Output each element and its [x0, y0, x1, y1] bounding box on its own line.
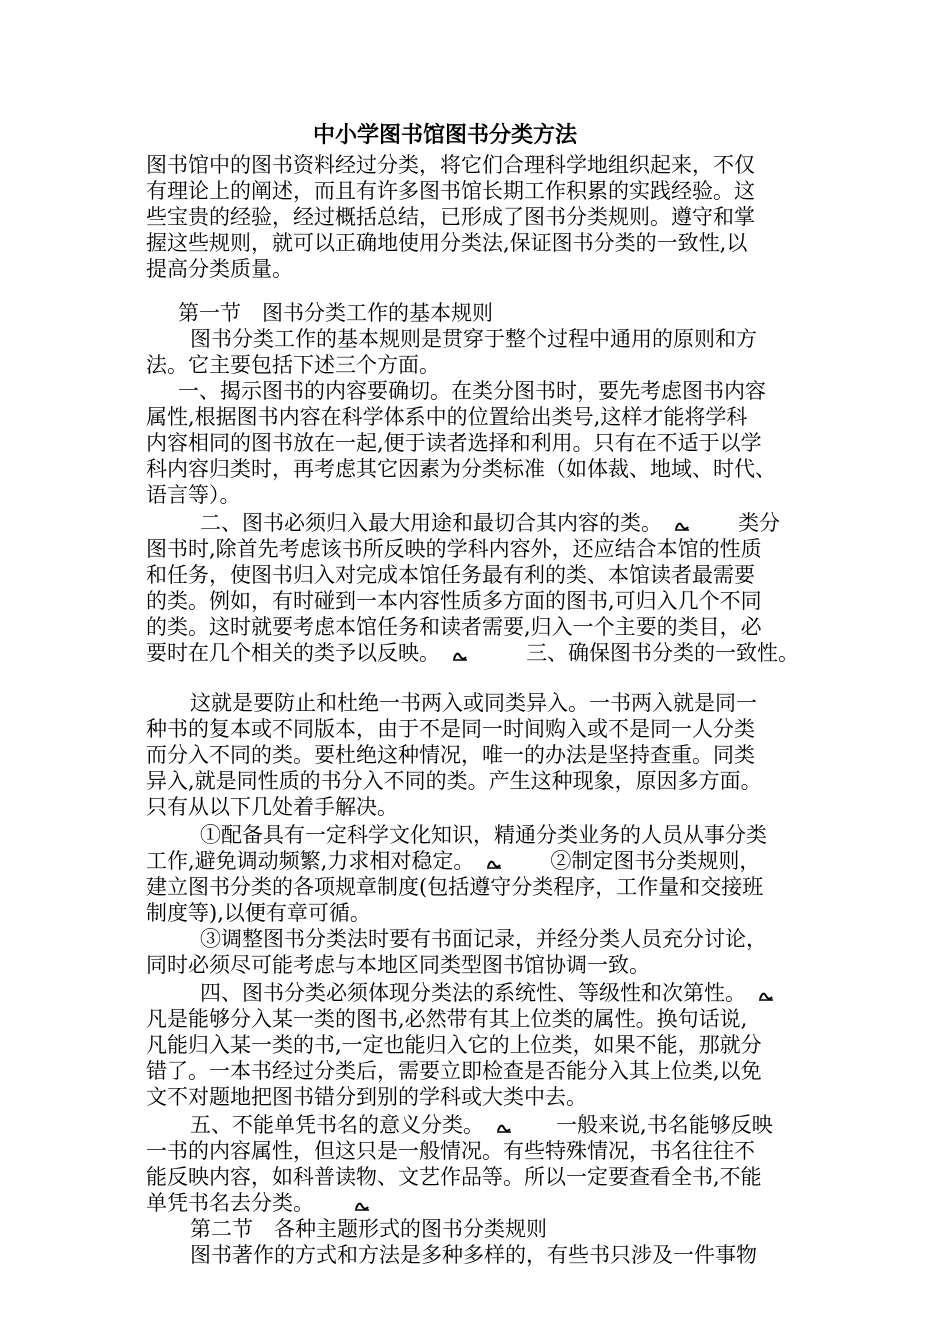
text-span: 凡是能够分入某一类的图书,必然带有其上位类的属性。换句话说, — [146, 1007, 748, 1031]
text-line — [146, 562, 755, 588]
return-mark-icon — [673, 518, 691, 532]
text-line — [146, 1164, 762, 1190]
text-span: 而分入不同的类。要杜绝这种情况，唯一的办法是坚持查重。同类 — [146, 743, 755, 767]
text-span: 异入,就是同性质的书分入不同的类。产生这种现象，原因多方面。 — [146, 769, 762, 793]
text-line — [146, 404, 747, 430]
return-mark-icon — [353, 1198, 371, 1212]
text-span: 些宝贵的经验，经过概括总结，已形成了图书分类规则。遵守和掌 — [146, 205, 755, 229]
text-span: 和任务，使图书归入对完成本馆任务最有利的类、本馆读者最需要 — [146, 563, 755, 587]
section-heading — [178, 300, 493, 326]
text-line — [146, 430, 762, 456]
text-line — [146, 230, 747, 256]
text-span: 凡能归入某一类的书,一定也能归入它的上位类，如果不能，那就分 — [146, 1033, 762, 1057]
return-mark-icon — [451, 648, 469, 662]
text-line — [146, 614, 762, 640]
text-line — [146, 1084, 587, 1110]
text-span: 握这些规则，就可以正确地使用分类法,保证图书分类的一致性,以 — [146, 231, 748, 255]
return-mark-icon — [495, 1120, 513, 1134]
text-line — [190, 326, 757, 352]
text-span: 语言等）。 — [146, 483, 241, 507]
text-line — [190, 1242, 757, 1268]
text-span: 图书馆中的图书资料经过分类，将它们合理科学地组织起来，不仅 — [146, 153, 755, 177]
text-span: 有理论上的阐述，而且有许多图书馆长期工作积累的实践经验。这 — [146, 179, 755, 203]
text-span: 四、图书分类必须体现分类法的系统性、等级性和次第性。 — [200, 981, 746, 1005]
text-line — [146, 204, 755, 230]
text-span: 的类。例如，有时碰到一本内容性质多方面的图书,可归入几个不同 — [146, 589, 762, 613]
text-span: 能反映内容，如科普读物、文艺作品等。所以一定要查看全书,不能 — [146, 1165, 762, 1189]
text-span: 三、确保图书分类的一致性。 — [526, 641, 800, 665]
text-span: ②制定图书分类规则， — [550, 849, 761, 873]
text-span: 工作,避免调动频繁,力求相对稳定。 — [146, 849, 475, 873]
text-span: 图书著作的方式和方法是多种多样的，有些书只涉及一件事物 — [190, 1243, 757, 1267]
text-line — [200, 926, 767, 952]
text-span: 要时在几个相关的类予以反映。 — [146, 641, 440, 665]
text-line — [200, 980, 779, 1006]
text-line — [146, 352, 440, 378]
text-line — [146, 536, 762, 562]
text-span: 二、图书必须归入最大用途和最切合其内容的类。 — [200, 511, 662, 535]
text-span: 建立图书分类的各项规章制度(包括遵守分类程序，工作量和交接班 — [146, 875, 764, 899]
text-line — [146, 716, 755, 742]
text-line — [146, 1032, 762, 1058]
text-span: 第一节 图书分类工作的基本规则 — [178, 301, 493, 325]
text-line — [146, 178, 755, 204]
text-span: 属性,根据图书内容在科学体系中的位置给出类号,这样才能将学科 — [146, 405, 748, 429]
text-line — [200, 822, 767, 848]
text-span: 图书分类工作的基本规则是贯穿于整个过程中通用的原则和方 — [190, 327, 757, 351]
text-line — [146, 456, 776, 482]
text-line — [146, 848, 760, 874]
text-span: 一书的内容属性，但这只是一般情况。有些特殊情况，书名往往不 — [146, 1139, 755, 1163]
return-mark-icon — [485, 856, 503, 870]
text-line — [190, 1112, 773, 1138]
text-line — [146, 588, 762, 614]
text-line — [200, 510, 780, 536]
text-span: 错了。一本书经过分类后，需要立即检查是否能分入其上位类,以免 — [146, 1059, 762, 1083]
text-span: ③调整图书分类法时要有书面记录，并经分类人员充分讨论， — [200, 927, 767, 951]
text-line — [146, 952, 650, 978]
text-span: 的类。这时就要考虑本馆任务和读者需要,归入一个主要的类目，必 — [146, 615, 762, 639]
text-span: 只有从以下几处着手解决。 — [146, 795, 398, 819]
text-span: 类分 — [738, 511, 781, 535]
text-line — [146, 482, 241, 508]
text-span: 法。它主要包括下述三个方面。 — [146, 353, 440, 377]
text-line — [190, 690, 757, 716]
text-line — [146, 874, 763, 900]
text-line — [146, 900, 371, 926]
text-span: 制度等),以便有章可循。 — [146, 901, 371, 925]
text-span: 单凭书名去分类。 — [146, 1191, 314, 1215]
text-span: 第二节 各种主题形式的图书分类规则 — [190, 1217, 547, 1241]
text-line — [146, 1058, 762, 1084]
text-line — [146, 256, 293, 282]
section-heading — [190, 1216, 547, 1242]
text-line — [146, 742, 755, 768]
document-title: 中小学图书馆图书分类方法 — [312, 122, 577, 148]
text-span: 图书时,除首先考虑该书所反映的学科内容外，还应结合本馆的性质 — [146, 537, 762, 561]
text-line — [146, 152, 755, 178]
text-span: 同时必须尽可能考虑与本地区同类型图书馆协调一致。 — [146, 953, 650, 977]
text-span: 文不对题地把图书错分到别的学科或大类中去。 — [146, 1085, 587, 1109]
text-line — [146, 640, 799, 666]
text-span: 内容相同的图书放在一起,便于读者选择和利用。只有在不适于以学 — [146, 431, 762, 455]
text-line — [146, 768, 762, 794]
text-span: ①配备具有一定科学文化知识，精通分类业务的人员从事分类 — [200, 823, 767, 847]
text-span: 提高分类质量。 — [146, 257, 293, 281]
return-mark-icon — [757, 988, 775, 1002]
text-line — [146, 1190, 375, 1216]
text-line — [178, 378, 766, 404]
text-span: 五、不能单凭书名的意义分类。 — [190, 1113, 484, 1137]
text-line — [146, 1138, 755, 1164]
text-line — [146, 794, 398, 820]
text-span: 一般来说,书名能够反映 — [556, 1113, 773, 1137]
text-span: 一、揭示图书的内容要确切。在类分图书时，要先考虑图书内容 — [178, 379, 766, 403]
text-span: 科内容归类时，再考虑其它因素为分类标准（如体裁、地域、时代、 — [146, 457, 776, 481]
text-span: 种书的复本或不同版本，由于不是同一时间购入或不是同一人分类 — [146, 717, 755, 741]
text-line — [146, 1006, 747, 1032]
text-span: 这就是要防止和杜绝一书两入或同类异入。一书两入就是同一 — [190, 691, 757, 715]
